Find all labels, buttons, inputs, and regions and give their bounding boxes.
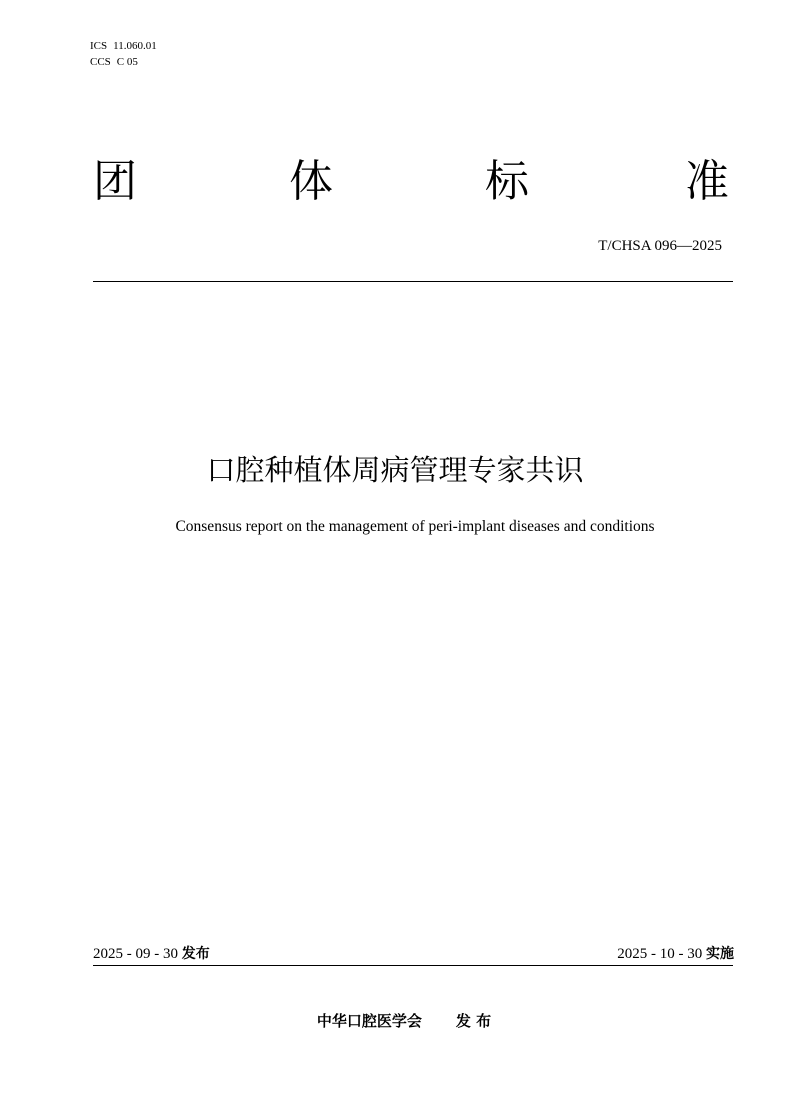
issue-date: 2025 - 09 - 30 bbox=[93, 946, 178, 962]
ics-code: 11.060.01 bbox=[113, 40, 157, 52]
publisher-name: 中华口腔医学会 bbox=[316, 1012, 422, 1030]
effective-date-block bbox=[617, 943, 734, 963]
standard-type-char-1: 团 bbox=[93, 156, 137, 207]
header-divider bbox=[93, 281, 733, 282]
standard-type-char-4: 准 bbox=[685, 156, 729, 207]
document-title-cn: 口腔种植体周病管理专家共识 bbox=[206, 453, 584, 487]
ccs-row bbox=[90, 54, 157, 70]
publisher-line bbox=[0, 1010, 790, 1031]
standard-type-char-3: 标 bbox=[485, 156, 529, 207]
issue-date-block bbox=[93, 943, 210, 963]
document-title-en: Consensus report on the management of peri-implant diseases and conditions bbox=[175, 518, 655, 535]
standard-type-heading bbox=[93, 152, 733, 216]
issue-label: 发布 bbox=[181, 946, 210, 962]
ics-label: ICS bbox=[90, 40, 108, 52]
ccs-code: C 05 bbox=[116, 56, 138, 68]
classification-codes bbox=[90, 38, 157, 70]
footer-divider bbox=[93, 965, 733, 966]
standard-type-char-2: 体 bbox=[289, 156, 333, 207]
effective-label: 实施 bbox=[706, 946, 734, 962]
ccs-label: CCS bbox=[90, 56, 111, 68]
publisher-action: 发 布 bbox=[455, 1012, 492, 1030]
effective-date: 2025 - 10 - 30 bbox=[617, 946, 703, 962]
standard-number: T/CHSA 096—2025 bbox=[598, 238, 722, 254]
ics-row bbox=[90, 38, 157, 54]
